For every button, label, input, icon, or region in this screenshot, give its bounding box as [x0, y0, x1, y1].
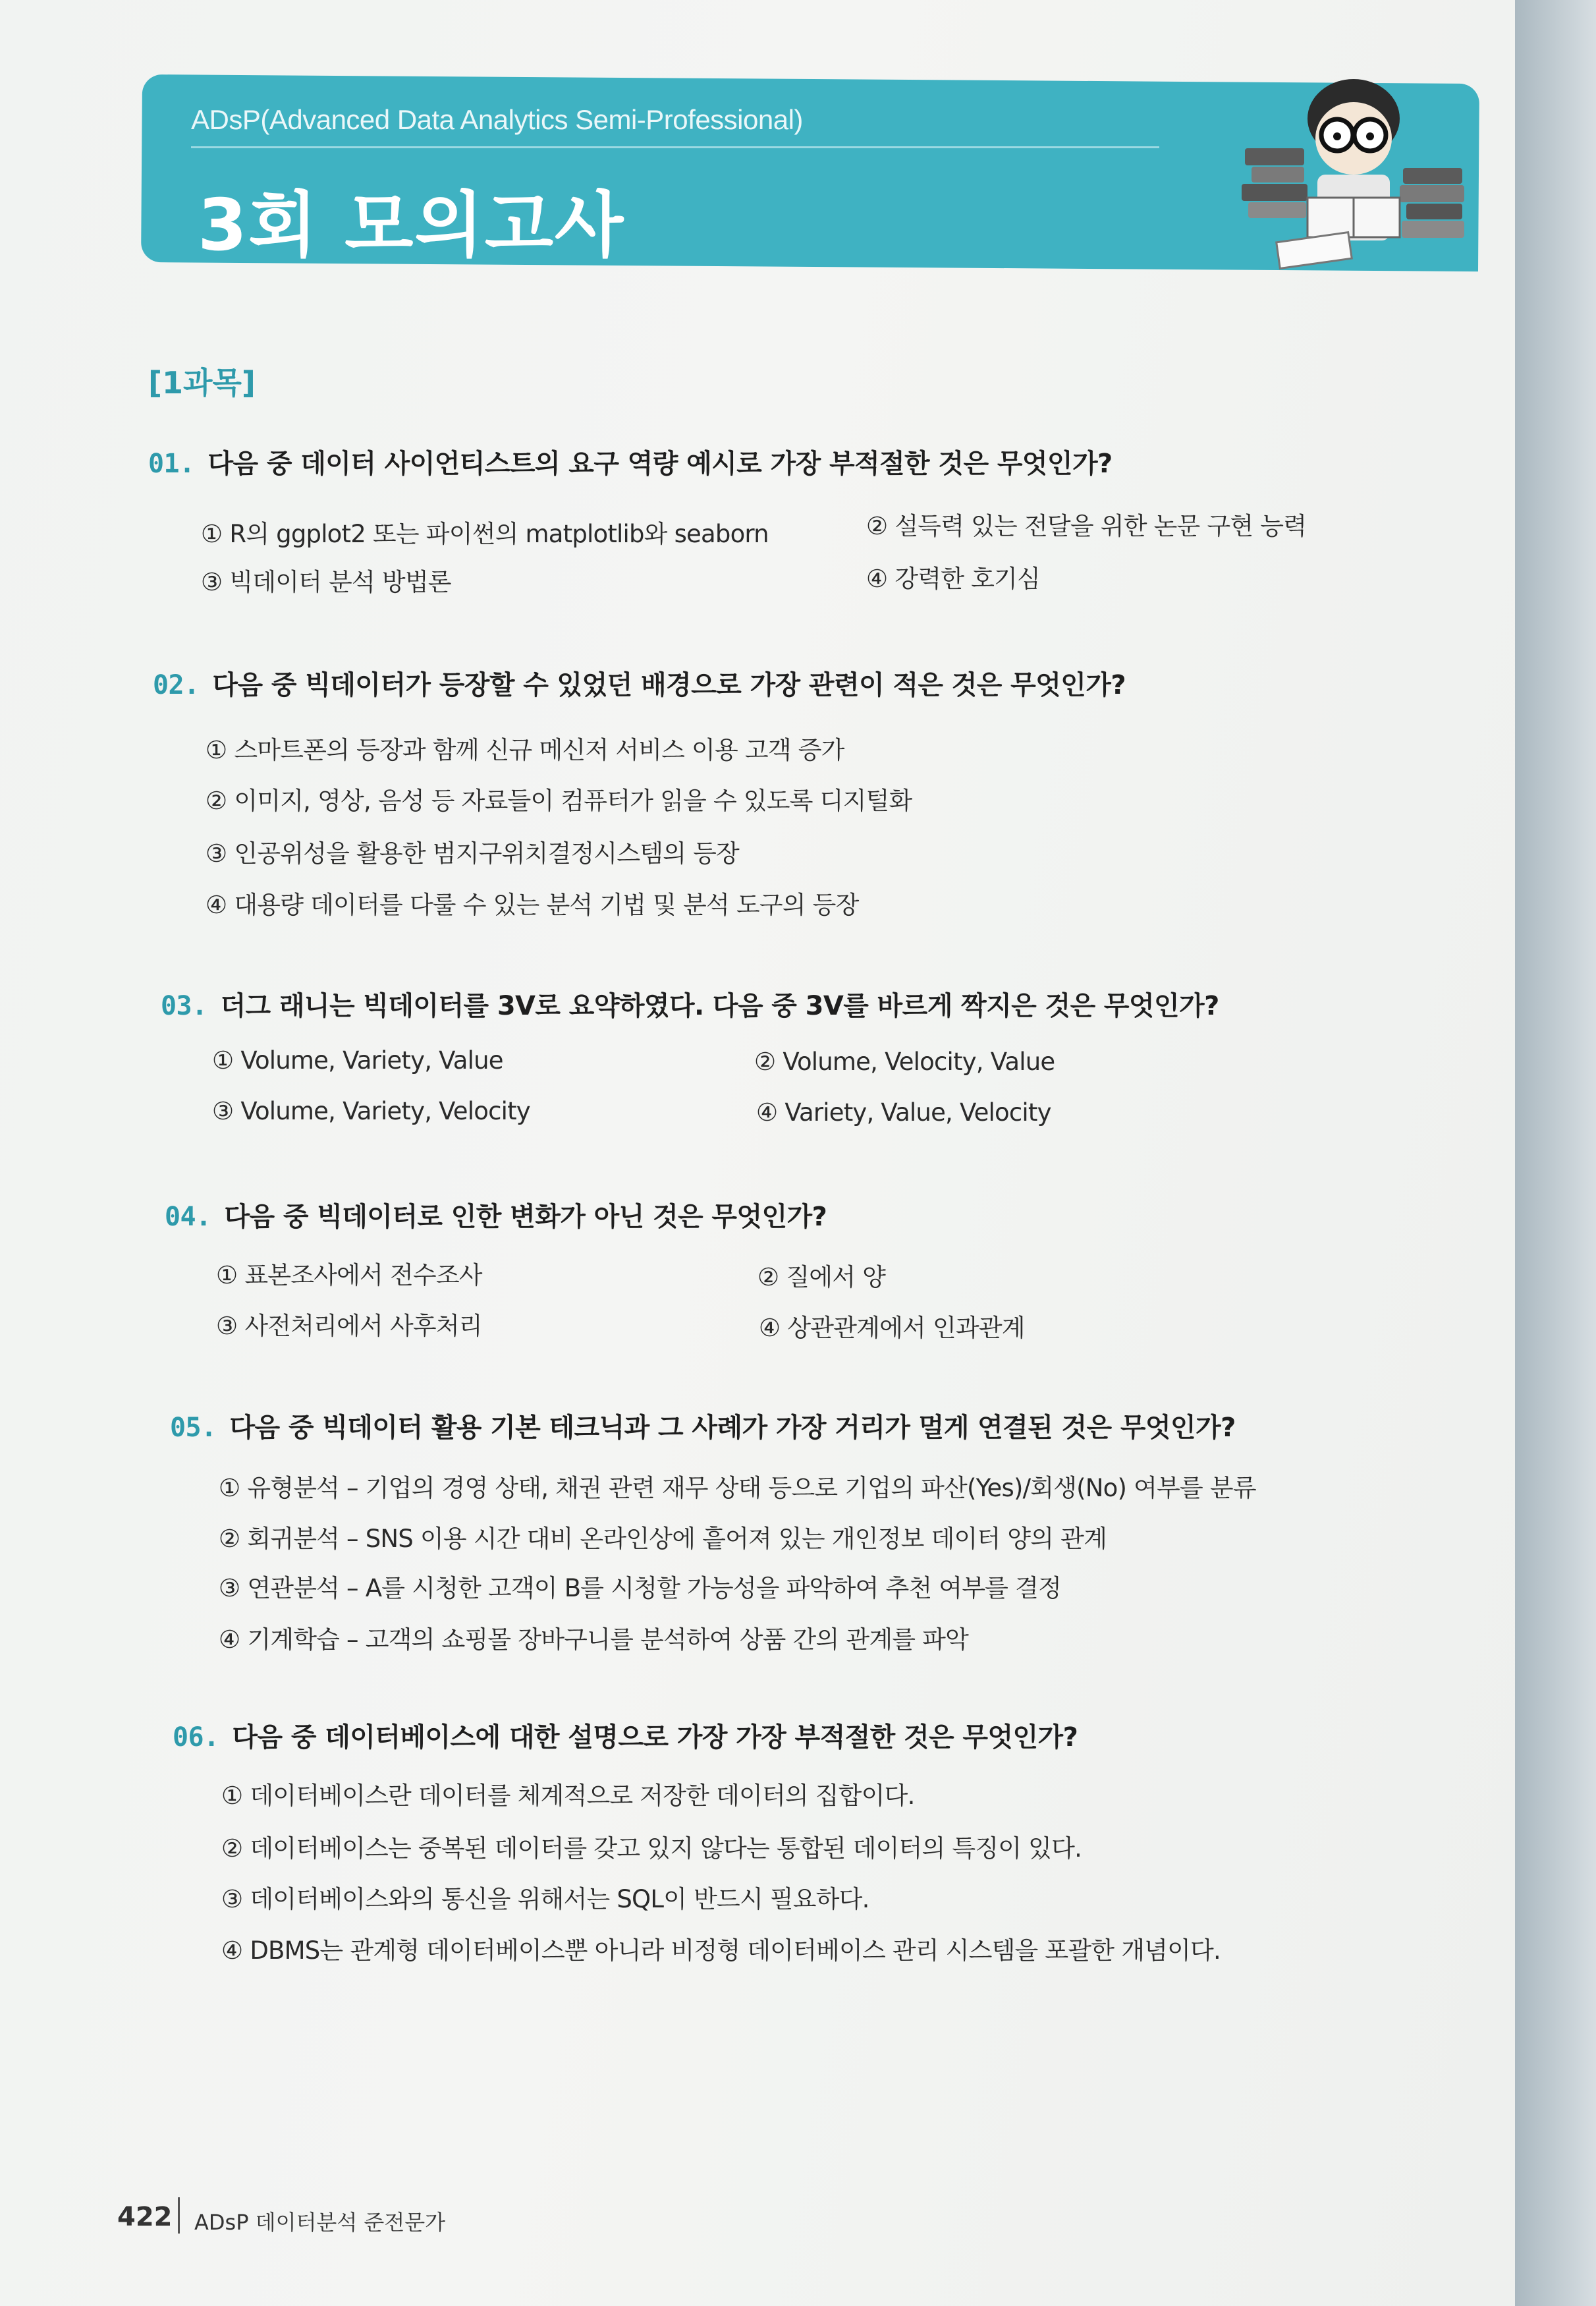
option-1: ① 유형분석 – 기업의 경영 상태, 채권 관련 재무 상태 등으로 기업의 파산(Yes)/회생(No) 여부를 분류 [219, 1474, 1256, 1502]
option-3: ③ 빅데이터 분석 방법론 [201, 568, 451, 596]
option-3: ③ 연관분석 – A를 시청한 고객이 B를 시청할 가능성을 파악하여 추천 여부를 결정 [219, 1574, 1061, 1602]
option-1: ① R의 ggplot2 또는 파이썬의 matplotlib와 seaborn [201, 520, 769, 548]
option-4: ④ 강력한 호기심 [866, 565, 1040, 593]
option-2: ② Volume, Velocity, Value [754, 1048, 1055, 1076]
page-number: 422 [117, 2202, 173, 2232]
footer-divider [178, 2197, 180, 2234]
option-4: ④ 기계학습 – 고객의 쇼핑몰 장바구니를 분석하여 상품 간의 관계를 파악 [219, 1625, 969, 1654]
question-number: 03. [161, 991, 207, 1021]
option-3: ③ Volume, Variety, Velocity [212, 1097, 530, 1125]
question-02 [153, 664, 1126, 702]
option-2: ② 데이터베이스는 중복된 데이터를 갖고 있지 않다는 통합된 데이터의 특징이 있다. [221, 1834, 1082, 1863]
option-1: ① 데이터베이스란 데이터를 체계적으로 저장한 데이터의 집합이다. [221, 1782, 915, 1810]
question-03 [161, 985, 1219, 1023]
option-1: ① Volume, Variety, Value [212, 1046, 503, 1075]
option-2: ② 회귀분석 – SNS 이용 시간 대비 온라인상에 흩어져 있는 개인정보 데이터 양의 관계 [219, 1525, 1107, 1553]
banner-subtitle: ADsP(Advanced Data Analytics Semi-Professional) [191, 104, 803, 135]
option-1: ① 스마트폰의 등장과 함께 신규 메신저 서비스 이용 고객 증가 [206, 736, 844, 764]
question-number: 02. [153, 670, 200, 700]
page-edge [1515, 0, 1596, 2306]
option-2: ② 설득력 있는 전달을 위한 논문 구현 능력 [866, 512, 1307, 540]
question-number: 06. [173, 1722, 219, 1753]
question-04 [165, 1196, 827, 1233]
option-3: ③ 사전처리에서 사후처리 [216, 1312, 482, 1340]
option-3: ③ 인공위성을 활용한 범지구위치결정시스템의 등장 [206, 839, 739, 868]
option-4: ④ Variety, Value, Velocity [756, 1098, 1051, 1127]
question-05 [170, 1407, 1236, 1444]
banner-divider [191, 146, 1159, 148]
question-text: 다음 중 빅데이터가 등장할 수 있었던 배경으로 가장 관련이 적은 것은 무엇인가? [212, 670, 1126, 700]
option-4: ④ 대용량 데이터를 다룰 수 있는 분석 기법 및 분석 도구의 등장 [206, 891, 859, 919]
question-text: 다음 중 빅데이터 활용 기본 테크닉과 그 사례가 가장 거리가 멀게 연결된 것은 무엇인가? [229, 1413, 1236, 1443]
question-text: 다음 중 빅데이터로 인한 변화가 아닌 것은 무엇인가? [224, 1202, 827, 1232]
page-title: 3회 모의고사 [198, 184, 625, 267]
option-3: ③ 데이터베이스와의 통신을 위해서는 SQL이 반드시 필요하다. [221, 1885, 869, 1913]
question-06 [173, 1716, 1078, 1754]
question-number: 01. [148, 449, 195, 479]
question-number: 04. [165, 1202, 211, 1232]
option-4: ④ DBMS는 관계형 데이터베이스뿐 아니라 비정형 데이터베이스 관리 시스템을 포괄한 개념이다. [221, 1936, 1221, 1965]
book-title: ADsP 데이터분석 준전문가 [194, 2210, 446, 2235]
question-text: 더그 래니는 빅데이터를 3V로 요약하였다. 다음 중 3V를 바르게 짝지은 것은 무엇인가? [220, 991, 1219, 1021]
option-2: ② 이미지, 영상, 음성 등 자료들이 컴퓨터가 읽을 수 있도록 디지털화 [206, 787, 912, 815]
reading-student-illustration [1238, 69, 1469, 273]
question-text: 다음 중 데이터베이스에 대한 설명으로 가장 가장 부적절한 것은 무엇인가? [232, 1722, 1078, 1753]
option-2: ② 질에서 양 [757, 1263, 886, 1291]
option-1: ① 표본조사에서 전수조사 [216, 1261, 482, 1289]
option-4: ④ 상관관계에서 인과관계 [759, 1314, 1025, 1342]
question-text: 다음 중 데이터 사이언티스트의 요구 역량 예시로 가장 부적절한 것은 무엇인가? [207, 449, 1113, 479]
question-01 [148, 443, 1113, 480]
question-number: 05. [170, 1413, 217, 1443]
section-label: [1과목] [148, 365, 256, 401]
